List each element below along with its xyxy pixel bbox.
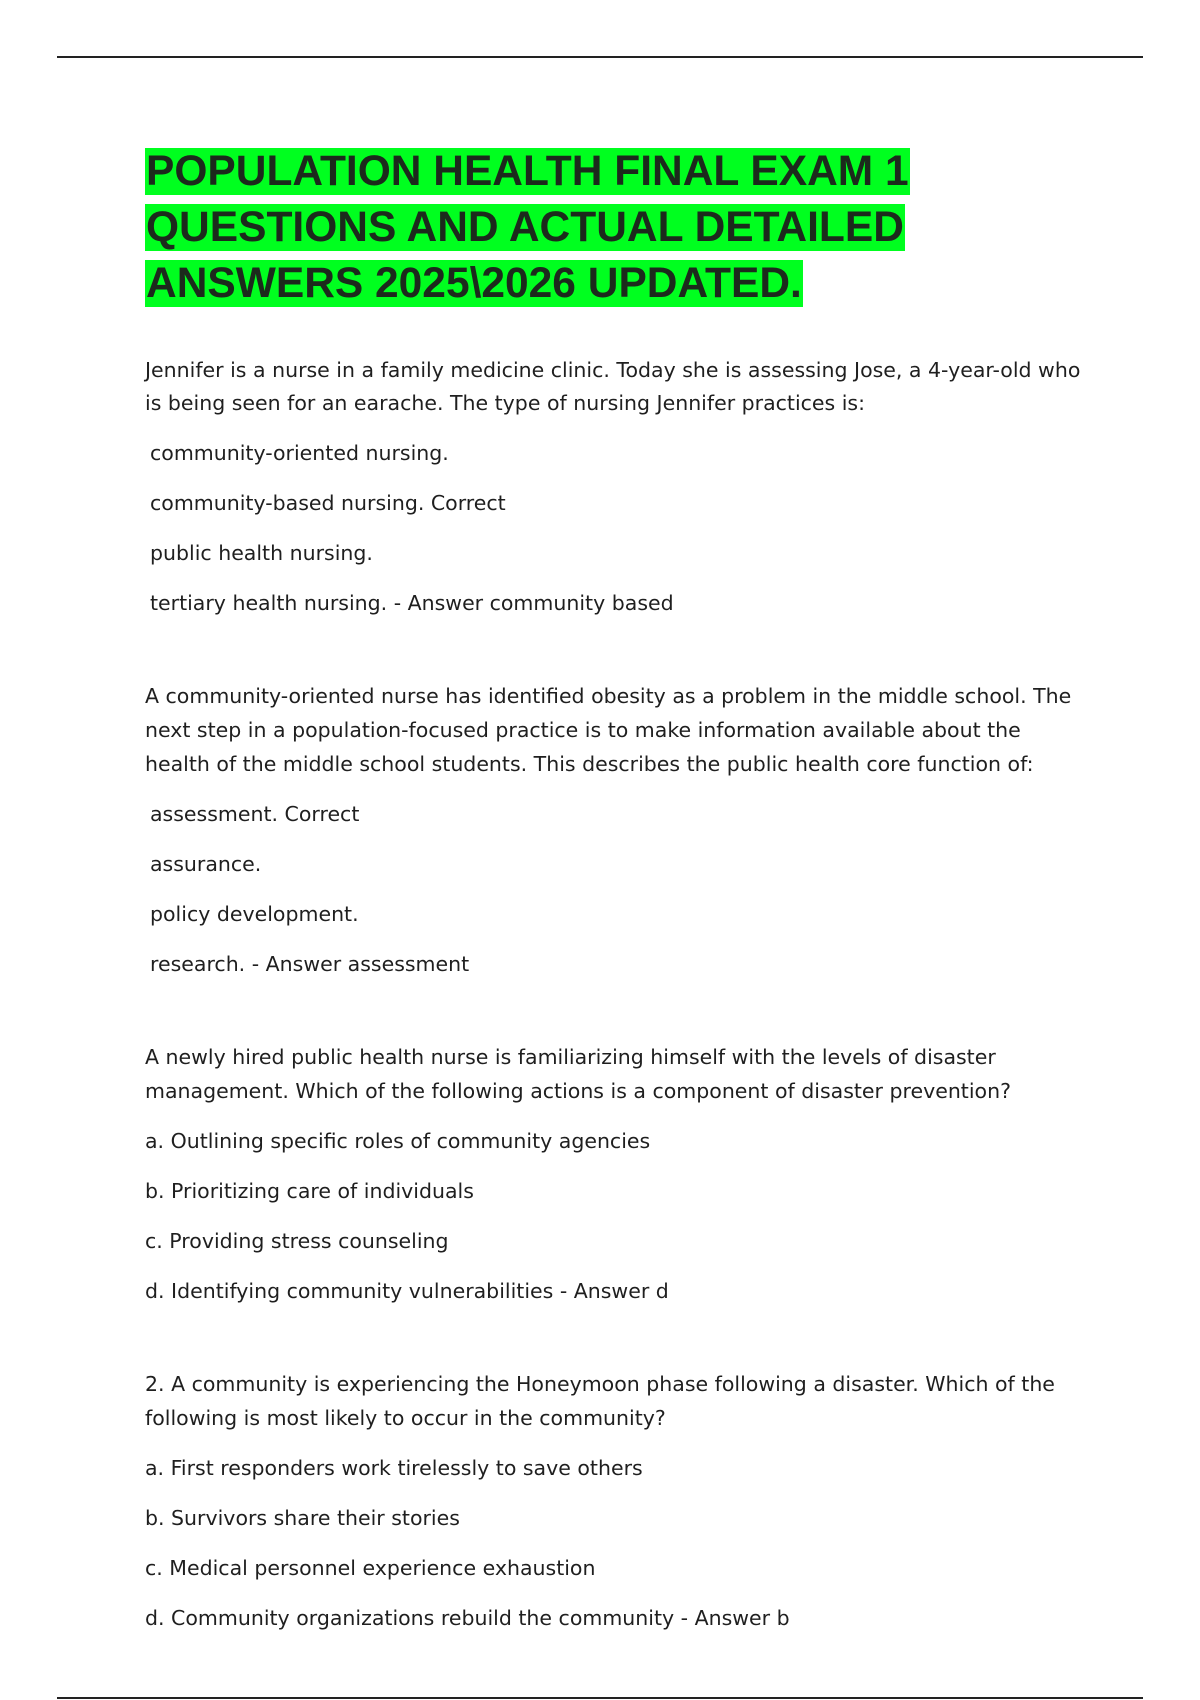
answer-option: b. Survivors share their stories xyxy=(145,1506,460,1530)
answer-option: c. Providing stress counseling xyxy=(145,1229,449,1253)
bottom-rule xyxy=(57,1697,1143,1699)
answer-option: community-oriented nursing. xyxy=(150,441,449,465)
answer-option: c. Medical personnel experience exhaustion xyxy=(145,1556,596,1580)
answer-option: b. Prioritizing care of individuals xyxy=(145,1179,474,1203)
top-rule xyxy=(57,56,1143,58)
question-block-3 xyxy=(145,1040,1085,1308)
question-block-2 xyxy=(145,679,1085,981)
document-title xyxy=(145,144,1025,312)
answer-option: a. First responders work tirelessly to save others xyxy=(145,1456,643,1480)
answer-option: research. - Answer assessment xyxy=(150,952,470,976)
question-text: 2. A community is experiencing the Honeymoon phase following a disaster. Which of the following is most likely to occur in the community? xyxy=(145,1372,1055,1430)
answer-option: a. Outlining specific roles of community agencies xyxy=(145,1129,651,1153)
question-block-1 xyxy=(145,354,1085,620)
answer-option: assurance. xyxy=(150,852,262,876)
question-text: A community-oriented nurse has identified obesity as a problem in the middle school. The next step in a population-focused practice is to make information available about the health of the middle school students. This describes the public health core function of: xyxy=(145,684,1072,776)
answer-option: d. Community organizations rebuild the community - Answer b xyxy=(145,1606,790,1630)
answer-option: tertiary health nursing. - Answer community based xyxy=(150,591,674,615)
title-highlight: POPULATION HEALTH FINAL EXAM 1 QUESTIONS AND ACTUAL DETAILED ANSWERS 2025\2026 UPDATED. xyxy=(146,148,909,307)
answer-option: public health nursing. xyxy=(150,541,373,565)
answer-option: community-based nursing. Correct xyxy=(150,491,506,515)
question-text: A newly hired public health nurse is familiarizing himself with the levels of disaster management. Which of the following actions is a component of disaster prevention? xyxy=(145,1045,1011,1103)
answer-option: d. Identifying community vulnerabilities - Answer d xyxy=(145,1279,669,1303)
answer-option: policy development. xyxy=(150,902,359,926)
document-body xyxy=(145,144,1085,1635)
question-text: Jennifer is a nurse in a family medicine clinic. Today she is assessing Jose, a 4-year-old who is being seen for an earache. The type of nursing Jennifer practices is: xyxy=(145,358,1081,415)
question-block-4 xyxy=(145,1367,1085,1635)
answer-option: assessment. Correct xyxy=(150,802,360,826)
